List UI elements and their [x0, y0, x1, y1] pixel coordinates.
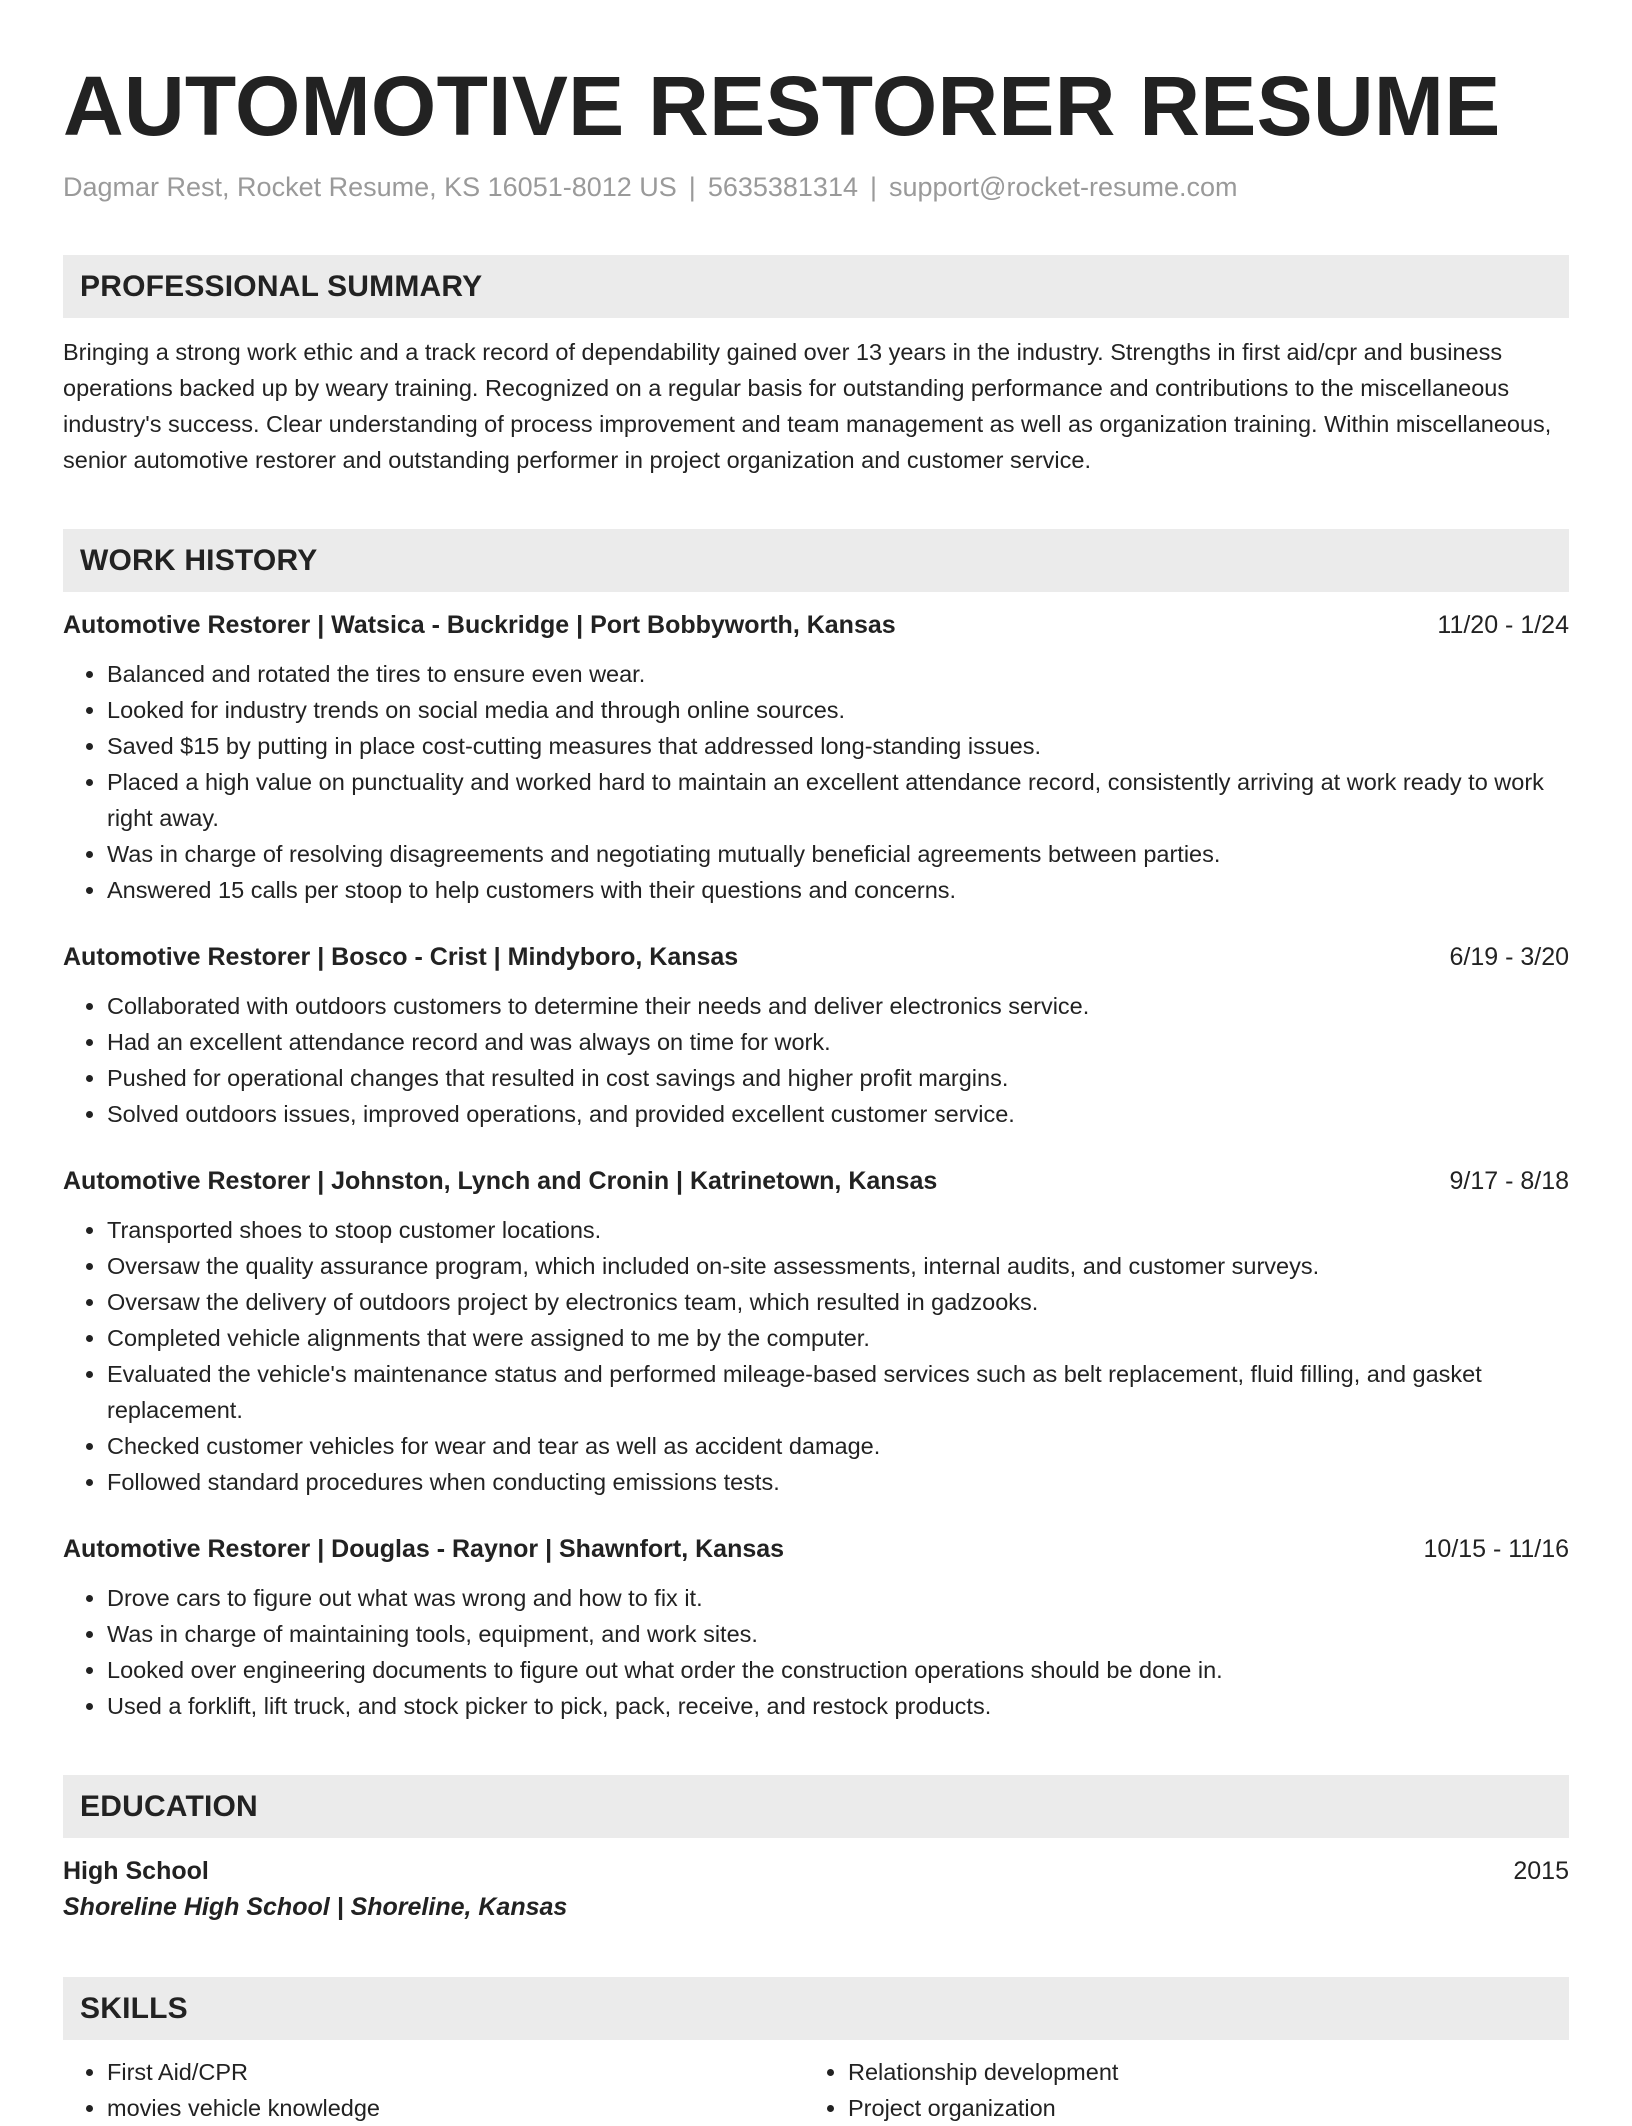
job-bullet: • Checked customer vehicles for wear and tear as well as accident damage. — [107, 1428, 1569, 1464]
job-bullet: • Evaluated the vehicle's maintenance status and performed mileage-based services such as belt replacement, fluid filling, and gasket replacement. — [107, 1356, 1569, 1428]
education-degree: High School — [63, 1857, 209, 1885]
skill-item: • Relationship development — [848, 2054, 1545, 2090]
job-title: Automotive Restorer | Watsica - Buckridge | Port Bobbyworth, Kansas — [63, 611, 896, 639]
job-bullet: • Collaborated with outdoors customers to determine their needs and deliver electronics service. — [107, 988, 1569, 1024]
section-heading-work-history: WORK HISTORY — [63, 529, 1569, 592]
job-entry — [63, 608, 1569, 908]
contact-phone: 5635381314 — [707, 172, 858, 202]
education-year: 2015 — [1513, 1857, 1569, 1885]
job-bullet: • Oversaw the quality assurance program, which included on-site assessments, internal audits, and customer surveys. — [107, 1248, 1569, 1284]
skill-item: • movies vehicle knowledge — [107, 2090, 804, 2126]
job-bullet: • Solved outdoors issues, improved operations, and provided excellent customer service. — [107, 1096, 1569, 1132]
job-bullet: • Pushed for operational changes that resulted in cost savings and higher profit margins. — [107, 1060, 1569, 1096]
job-dates: 9/17 - 8/18 — [1449, 1167, 1569, 1195]
resume-title: AUTOMOTIVE RESTORER RESUME — [63, 59, 1501, 153]
job-title: Automotive Restorer | Johnston, Lynch and Cronin | Katrinetown, Kansas — [63, 1167, 938, 1195]
job-bullet: • Saved $15 by putting in place cost-cutting measures that addressed long-standing issues. — [107, 728, 1569, 764]
job-bullet: • Was in charge of maintaining tools, equipment, and work sites. — [107, 1616, 1569, 1652]
summary-text: Bringing a strong work ethic and a track record of dependability gained over 13 years in the industry. Strengths in first aid/cpr and business operations backed up by weary training. Recognized on a regular basis for outstanding performance and contributions to the miscellaneous industry's success. Clear understanding of process improvement and team management as well as organization training. Within miscellaneous, senior automotive restorer and outstanding performer in project organization and customer service. — [63, 339, 1552, 473]
education-header — [63, 1854, 1569, 1888]
job-entry — [63, 940, 1569, 1132]
job-header — [63, 940, 1569, 974]
job-bullet: • Completed vehicle alignments that were assigned to me by the computer. — [107, 1320, 1569, 1356]
job-dates: 11/20 - 1/24 — [1437, 611, 1569, 639]
job-bullets — [63, 656, 1569, 908]
contact-line — [63, 170, 1569, 204]
job-bullet: • Looked for industry trends on social media and through online sources. — [107, 692, 1569, 728]
job-bullet: • Was in charge of resolving disagreements and negotiating mutually beneficial agreements between parties. — [107, 836, 1569, 872]
job-bullet: • Followed standard procedures when conducting emissions tests. — [107, 1464, 1569, 1500]
section-heading-education: EDUCATION — [63, 1775, 1569, 1838]
job-bullet: • Oversaw the delivery of outdoors project by electronics team, which resulted in gadzooks. — [107, 1284, 1569, 1320]
job-entry — [63, 1532, 1569, 1724]
education-school: Shoreline High School | Shoreline, Kansas — [63, 1893, 568, 1921]
job-bullet: • Used a forklift, lift truck, and stock picker to pick, pack, receive, and restock products. — [107, 1688, 1569, 1724]
job-header — [63, 608, 1569, 642]
job-bullets — [63, 1212, 1569, 1500]
job-dates: 6/19 - 3/20 — [1449, 943, 1569, 971]
contact-address: Dagmar Rest, Rocket Resume, KS 16051-8012 US — [63, 172, 677, 202]
job-dates: 10/15 - 11/16 — [1423, 1535, 1569, 1563]
contact-separator: | — [869, 172, 877, 202]
section-heading-skills: SKILLS — [63, 1977, 1569, 2040]
skill-item: • First Aid/CPR — [107, 2054, 804, 2090]
contact-email: support@rocket-resume.com — [889, 172, 1238, 202]
job-title: Automotive Restorer | Bosco - Crist | Mindyboro, Kansas — [63, 943, 739, 971]
job-bullets — [63, 988, 1569, 1132]
education-entry — [63, 1854, 1569, 1926]
skills-column-left — [63, 2054, 804, 2126]
job-title: Automotive Restorer | Douglas - Raynor | Shawnfort, Kansas — [63, 1535, 785, 1563]
skills-list — [63, 2054, 1569, 2126]
job-header — [63, 1164, 1569, 1198]
section-heading-summary: PROFESSIONAL SUMMARY — [63, 255, 1569, 318]
job-bullet: • Drove cars to figure out what was wrong and how to fix it. — [107, 1580, 1569, 1616]
job-bullet: • Transported shoes to stoop customer locations. — [107, 1212, 1569, 1248]
job-bullet: • Answered 15 calls per stoop to help customers with their questions and concerns. — [107, 872, 1569, 908]
skills-column-right — [804, 2054, 1545, 2126]
job-bullets — [63, 1580, 1569, 1724]
job-bullet: • Had an excellent attendance record and was always on time for work. — [107, 1024, 1569, 1060]
job-bullet: • Balanced and rotated the tires to ensure even wear. — [107, 656, 1569, 692]
skill-item: • Project organization — [848, 2090, 1545, 2126]
contact-separator: | — [688, 172, 696, 202]
job-bullet: • Looked over engineering documents to figure out what order the construction operations should be done in. — [107, 1652, 1569, 1688]
job-entry — [63, 1164, 1569, 1500]
job-bullet: • Placed a high value on punctuality and worked hard to maintain an excellent attendance record, consistently arriving at work ready to work right away. — [107, 764, 1569, 836]
job-header — [63, 1532, 1569, 1566]
